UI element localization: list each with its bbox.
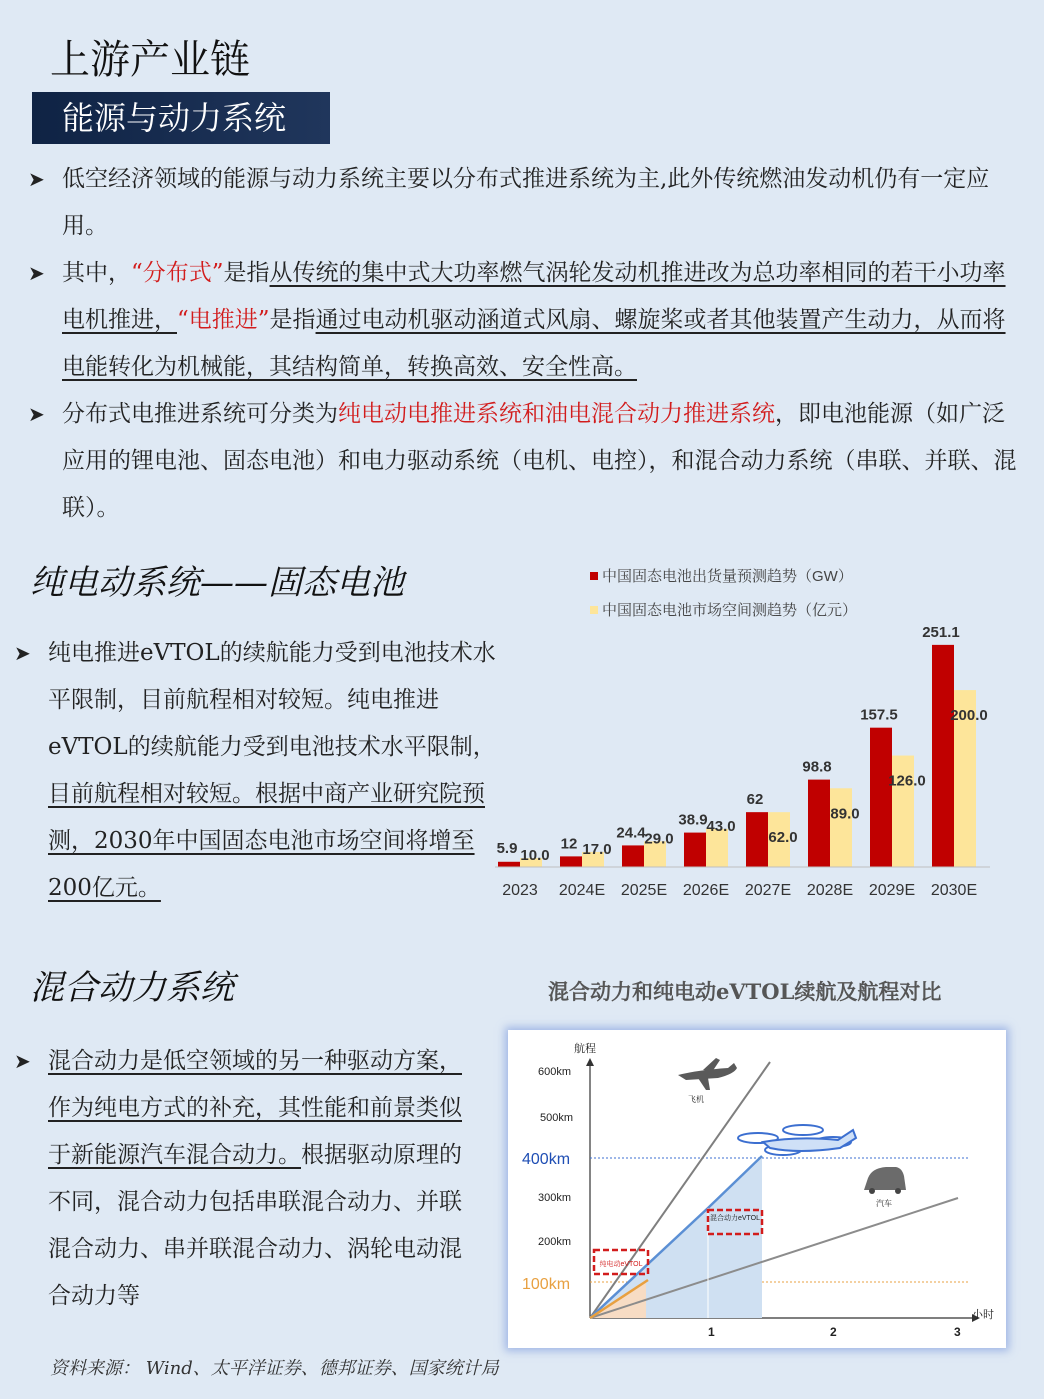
bar-label-0-2024E: 12 [560,835,578,853]
bar-label-1-2025E: 29.0 [644,830,674,848]
bar-label-0-2027E: 62 [746,791,764,809]
y-tick-100: 100km [522,1276,571,1293]
bar-0-2030E [932,645,954,867]
arrow-bullet-icon: ➤ [14,1049,31,1073]
bar-0-2027E [746,812,768,867]
legend-swatch-0 [590,572,598,580]
legend-swatch-1 [590,606,598,614]
section1-p-a: 纯电推进eVTOL的续航能力受到电池技术水平限制，目前航程相对较短。纯电推进eVTOL的续航能力受到电池技术水平限制， [48,640,496,760]
bar-label-0-2023: 5.9 [496,840,518,857]
section1-p-u: 目前航程相对较短。根据中商产业研究院预测，2030年中国固态电池市场空间将增至200亿元。 [48,781,485,901]
x-tick-2: 2 [830,1325,837,1339]
bar-label-1-2030E: 200.0 [950,707,988,725]
evtol-drone-icon [738,1125,856,1155]
y-axis-arrow-icon [586,1058,594,1066]
bar-0-2026E [684,833,706,867]
legend-label-0: 中国固态电池出货量预测趋势（GW） [602,568,853,585]
intro-p2-c: 是指 [269,307,316,333]
page-title: 上游产业链 [50,37,250,83]
bar-0-2029E [870,728,892,867]
x-tick-2027E: 2027E [744,882,792,899]
section1-heading: 纯电动系统——固态电池 [30,563,404,603]
x-tick-3: 3 [954,1325,961,1339]
section2-text [14,1038,484,1320]
section1-bullet [14,630,504,912]
chart-legend [590,567,857,619]
battery-chart [490,560,1010,905]
bar-label-1-2027E: 62.0 [768,829,798,847]
bar-1-2028E [830,788,852,867]
intro-bullet-2 [28,250,1024,391]
intro-p3-a: 分布式电推进系统可分类为 [62,401,338,427]
x-tick-2029E: 2029E [868,882,916,899]
bar-label-1-2023: 10.0 [520,847,550,865]
arrow-bullet-icon: ➤ [28,167,45,191]
intro-bullet-1 [28,156,1024,250]
range-diagram [508,1030,1006,1348]
hybrid-label [710,1213,760,1222]
diagram-title: 混合动力和纯电动eVTOL续航及航程对比 [548,979,942,1004]
x-tick-2030E: 2030E [930,882,978,899]
arrow-bullet-icon: ➤ [28,402,45,426]
x-tick-2026E: 2026E [682,882,730,899]
bar-label-1-2024E: 17.0 [582,840,612,858]
section1-text [14,630,504,912]
y-tick-200: 200km [538,1236,572,1248]
x-tick-2025E: 2025E [620,882,668,899]
bar-label-0-2026E: 38.9 [678,811,708,829]
def-electric: 通过电动机驱动涵道式风扇、螺旋桨或者其他装置产生动力，从而将电能转化为机械能，其结构简单，转换高效、安全性高。 [62,307,1006,380]
x-tick-1: 1 [708,1325,715,1339]
bar-label-1-2028E: 89.0 [830,805,860,823]
y-tick-300: 300km [538,1192,572,1204]
bar-label-1-2029E: 126.0 [888,772,926,790]
intro-p3-b: ，即电池能源（如广泛应用的锂电池、固态电池）和电力驱动系统（电机、电控），和混合动力系统（串联、并联、混联）。 [62,401,1017,521]
bar-label-0-2030E: 251.1 [922,623,960,641]
y-tick-400: 400km [522,1151,571,1168]
section2-bullet [14,1038,484,1320]
bar-0-2024E [560,856,582,867]
section-banner: 能源与动力系统 [32,92,330,144]
section2-p-u: 混合动力是低空领域的另一种驱动方案，作为纯电方式的补充，其性能和前景类似于新能源汽车混合动力。 [48,1048,462,1168]
def-distributed: 从传统的集中式大功率燃气涡轮发动机推进改为总功率相同的若干小功率电机推进， [62,260,1006,333]
arrow-bullet-icon: ➤ [14,641,31,665]
source-note: 资料来源： Wind、太平洋证券、德邦证券、国家统计局 [50,1358,499,1379]
section2-p-b: 根据驱动原理的不同，混合动力包括串联混合动力、并联混合动力、串并联混合动力、涡轮电动混合动力等 [48,1142,462,1309]
x-tick-2024E: 2024E [558,882,606,899]
bar-0-2025E [622,845,644,867]
chart-bars [497,624,988,899]
hybrid-label-text: 混合动力eVTOL [709,1215,761,1222]
arrow-bullet-icon: ➤ [28,261,45,285]
y-tick-500: 500km [540,1112,574,1124]
intro-p3-highlight: 纯电动电推进系统和油电混合动力推进系统 [338,401,775,427]
bar-0-2028E [808,780,830,867]
x-tick-2028E: 2028E [806,882,854,899]
intro-p2-b: 是指 [223,260,270,286]
intro-text [28,156,1024,532]
intro-p1: 低空经济领域的能源与动力系统主要以分布式推进系统为主,此外传统燃油发动机仍有一定应用。 [62,166,990,239]
term-distributed: “分布式” [131,260,224,286]
bar-label-0-2028E: 98.8 [802,758,832,776]
y-tick-600: 600km [538,1066,572,1078]
section2-heading: 混合动力系统 [30,968,234,1008]
legend-label-1: 中国固态电池市场空间测趋势（亿元） [602,602,858,619]
bar-0-2023 [498,862,520,867]
range-diagram-svg [508,1030,1006,1348]
intro-bullet-3 [28,391,1024,532]
term-electric: “电推进” [177,307,270,333]
x-tick-2023: 2023 [502,882,538,899]
intro-p2-a: 其中， [62,260,131,286]
plane-label: 飞机 [688,1095,704,1104]
electric-label: 纯电动eVTOL [599,1261,643,1268]
car-icon [864,1167,906,1194]
bar-label-0-2029E: 157.5 [860,706,898,724]
x-axis-title: 小时 [972,1309,994,1321]
car-line [590,1198,958,1318]
y-axis-title: 航程 [574,1043,596,1055]
bar-label-1-2026E: 43.0 [706,817,736,835]
bar-label-0-2025E: 24.4 [616,824,646,842]
car-label: 汽车 [876,1199,892,1208]
